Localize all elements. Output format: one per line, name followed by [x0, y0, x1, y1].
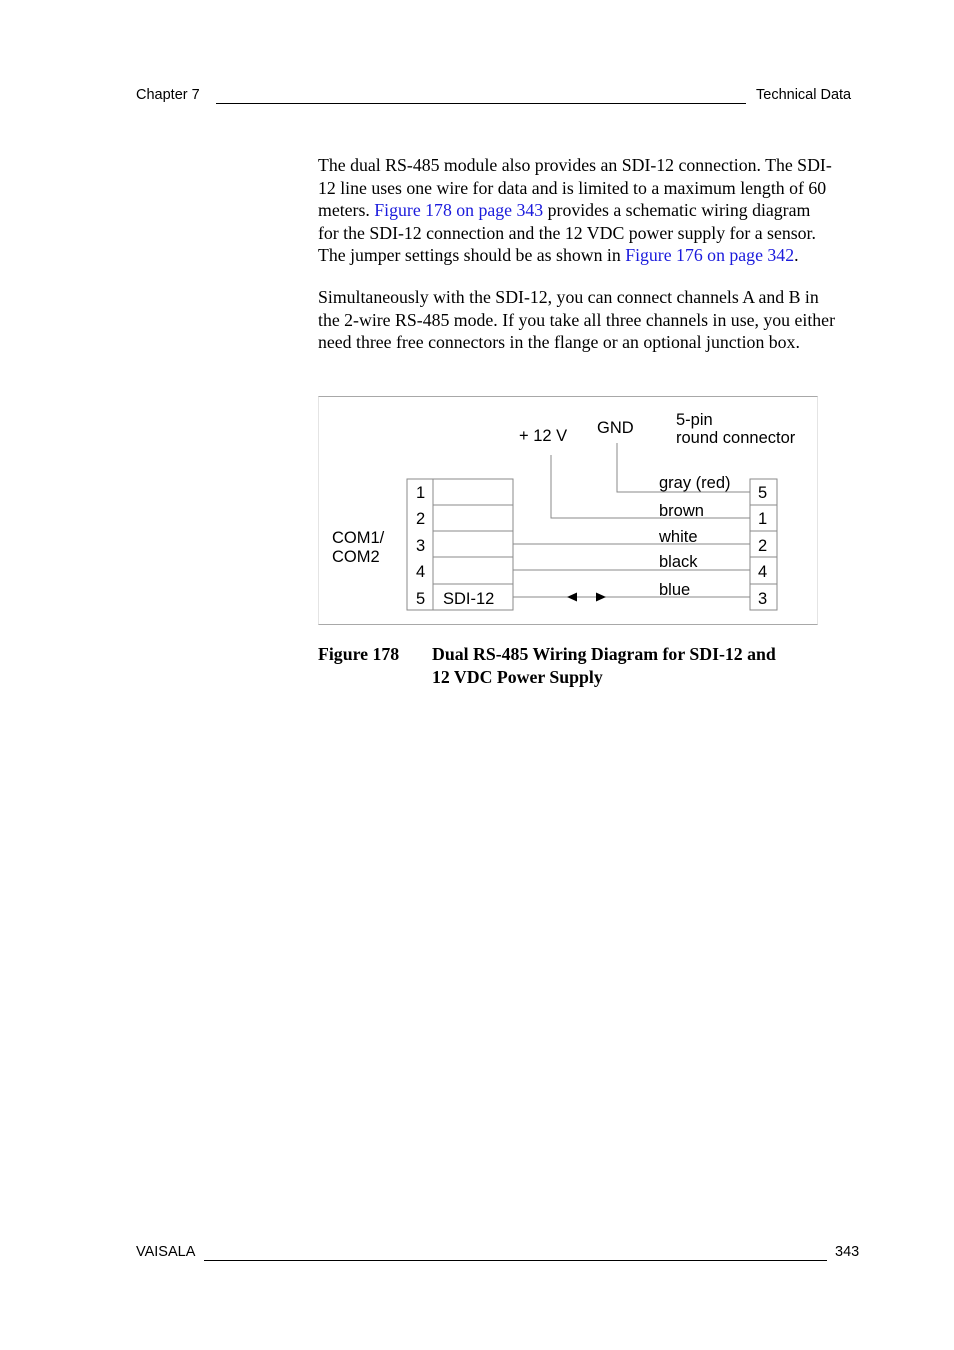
- text-line: need three free connectors in the flange or an optional junction box.: [318, 332, 800, 353]
- left-terminal-block: [407, 479, 513, 610]
- wire-label-white: white: [659, 528, 698, 546]
- link-figure-178[interactable]: Figure 178 on page 343: [374, 200, 544, 221]
- figure-number: Figure 178: [318, 644, 400, 664]
- label-connector-line1: 5-pin: [676, 411, 713, 429]
- text-line: [318, 244, 866, 267]
- header-section: Technical Data: [756, 87, 852, 103]
- text-line: for the SDI-12 connection and the 12 VDC power supply for a sensor.: [318, 222, 816, 243]
- left-pin-label: 5: [416, 590, 426, 608]
- right-pin-label: 2: [758, 537, 768, 555]
- right-pin-label: 1: [758, 510, 768, 528]
- label-sdi12: SDI-12: [443, 590, 495, 608]
- right-pin-label: 5: [758, 484, 768, 502]
- header-chapter: Chapter 7: [136, 87, 200, 103]
- text-run: The jumper settings should be as shown in: [318, 245, 626, 266]
- text-line: The dual RS-485 module also provides an SDI-12 connection. The SDI-: [318, 155, 832, 175]
- footer-brand: VAISALA: [136, 1244, 196, 1260]
- text-run: meters.: [318, 200, 375, 221]
- label-com1: COM1/: [332, 529, 385, 547]
- text-line: the 2-wire RS-485 mode. If you take all three channels in use, you either: [318, 309, 835, 330]
- arrow-left-icon: [567, 593, 577, 602]
- wiring-diagram: [318, 396, 818, 625]
- right-pin-label: 4: [758, 563, 768, 581]
- text-run: .: [794, 245, 799, 266]
- wire-label-brown: brown: [659, 502, 704, 520]
- footer-rule: [204, 1260, 827, 1261]
- figure-caption: [432, 643, 832, 688]
- left-pin-label: 3: [416, 537, 426, 555]
- left-pin-label: 1: [416, 484, 426, 502]
- label-plus-12v: + 12 V: [519, 427, 568, 445]
- left-pin-label: 4: [416, 563, 426, 581]
- label-connector-line2: round connector: [676, 429, 796, 447]
- text-line: [318, 199, 866, 222]
- wire-label-gray: gray (red): [659, 474, 731, 492]
- wire-label-blue: blue: [659, 581, 691, 599]
- page-number: 343: [835, 1244, 860, 1260]
- label-gnd: GND: [597, 419, 634, 437]
- right-pin-label: 3: [758, 590, 768, 608]
- wiring-diagram-svg: [319, 397, 819, 626]
- arrow-right-icon: [596, 593, 606, 602]
- paragraph-channels: [318, 286, 866, 354]
- paragraph-sdi12-intro: [318, 154, 866, 267]
- left-pin-label: 2: [416, 510, 426, 528]
- header-rule: [216, 103, 746, 104]
- wires: [513, 443, 750, 602]
- label-com2: COM2: [332, 548, 380, 566]
- text-line: Simultaneously with the SDI-12, you can connect channels A and B in: [318, 287, 819, 307]
- text-run: provides a schematic wiring diagram: [543, 200, 811, 221]
- link-figure-176[interactable]: Figure 176 on page 342: [625, 245, 795, 266]
- caption-line: 12 VDC Power Supply: [432, 666, 603, 687]
- text-line: 12 line uses one wire for data and is limited to a maximum length of 60: [318, 177, 827, 198]
- wire-label-black: black: [659, 553, 698, 571]
- caption-line: Dual RS-485 Wiring Diagram for SDI-12 and: [432, 644, 776, 664]
- right-terminal-block: [750, 479, 777, 610]
